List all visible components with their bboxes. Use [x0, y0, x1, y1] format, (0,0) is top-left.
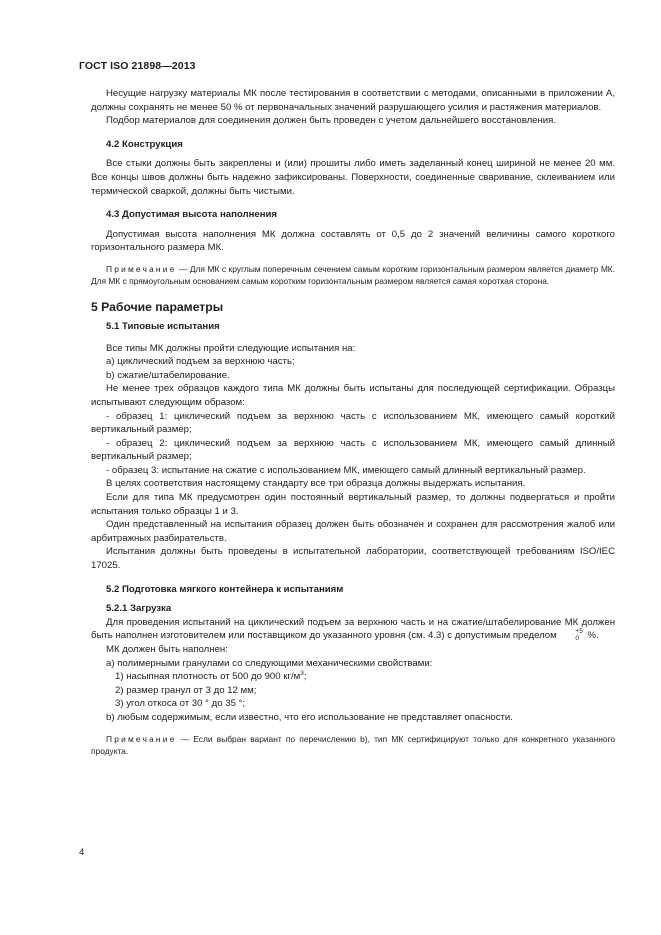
document-header: ГОСТ ISO 21898—2013: [79, 60, 196, 72]
list-item: 3) угол откоса от 30 ° до 35 °;: [115, 698, 246, 710]
paragraph-text: %.: [584, 630, 599, 642]
document-body: [91, 87, 615, 757]
paragraph: Испытания должны быть проведены в испытательной лаборатории, соответствующей требованиям ISO/IEC 17025.: [91, 546, 615, 572]
list-item: b) сжатие/штабелирование.: [106, 369, 230, 381]
list-item: - образец 1: циклический подъем за верхнюю часть с использованием МК, имеющего самый короткий вертикальный размер;: [91, 410, 615, 436]
list-item: а) полимерными гранулами со следующими механическими свойствами:: [106, 657, 433, 669]
list-item: 2) размер гранул от 3 до 12 мм;: [115, 684, 257, 696]
list-item-text: ;: [303, 671, 307, 683]
note-label: Примечание: [106, 263, 177, 274]
note-text: — Для МК с круглым поперечным сечением самым коротким горизонтальным размером является диаметр МК. Для МК с прямоугольным основанием самым коротким горизонтальным размером является самая короткая сторона.: [91, 263, 615, 286]
paragraph-text: Для проведения испытаний на циклический подъем за верхнюю часть и на сжатие/штабелирование МК должен быть наполнен изготовителем или поставщиком до указанного уровня (см. 4.3) с допустимым пределом: [91, 616, 615, 642]
paragraph: Один представленный на испытания образец должен быть обозначен и сохранен для рассмотрения жалоб или арбитражных разбирательств.: [91, 519, 615, 544]
list-item: [91, 670, 615, 684]
paragraph: Все типы МК должны пройти следующие испытания на:: [106, 342, 356, 354]
list-item-text: 1) насыпная плотность от 500 до 900 кг/м: [115, 671, 301, 683]
tolerance-lower: 0: [575, 634, 580, 642]
paragraph: Не менее трех образцов каждого типа МК должны быть испытаны для последующей сертификации. Образцы испытывают следующим образом:: [91, 383, 615, 408]
section-heading-4-2: 4.2 Конструкция: [106, 138, 183, 150]
section-heading-5-2-1: 5.2.1 Загрузка: [106, 603, 172, 615]
paragraph: [91, 616, 615, 643]
note: [91, 263, 615, 287]
paragraph: Все стыки должны быть закреплены и (или) прошиты либо иметь заделанный конец шириной не менее 20 мм. Все концы швов должны быть надежно зафиксированы. Поверхности, соединенные сваривание, склеиванием или термической сваркой, должны быть чистыми.: [91, 158, 615, 197]
list-item: - образец 3: испытание на сжатие с использованием МК, имеющего самый длинный вертикальный размер.: [106, 464, 586, 476]
list-item: b) любым содержимым, если известно, что его использование не представляет опасности.: [106, 712, 513, 723]
section-heading-4-3: 4.3 Допустимая высота наполнения: [106, 209, 278, 221]
note: [91, 733, 615, 757]
section-heading-5-2: 5.2 Подготовка мягкого контейнера к испытаниям: [106, 583, 344, 595]
paragraph: Подбор материалов для соединения должен быть проведен с учетом дальнейшего восстановления.: [106, 115, 557, 127]
page-number: 4: [79, 847, 85, 858]
superscript: 3: [300, 670, 304, 678]
tolerance: [560, 629, 582, 642]
paragraph: МК должен быть наполнен:: [106, 644, 228, 656]
paragraph: Если для типа МК предусмотрен один постоянный вертикальный размер, то должны подвергаться и пройти испытания только образцы 1 и 3.: [91, 492, 615, 517]
tolerance-upper: +5: [575, 628, 583, 636]
section-heading-5: 5 Рабочие параметры: [91, 299, 224, 314]
paragraph: Допустимая высота наполнения МК должна составлять от 0,5 до 2 значений величины самого короткого горизонтального размера МК.: [91, 228, 615, 254]
paragraph: Несущие нагрузку материалы МК после тестирования в соответствии с методами, описанными в приложении А, должны сохранять не менее 50 % от первоначальных значений разрушающего усилия и растяжения материалов.: [91, 88, 615, 113]
note-label: Примечание: [106, 733, 177, 744]
list-item: а) циклический подъем за верхнюю часть;: [106, 356, 295, 368]
paragraph: В целях соответствия настоящему стандарту все три образца должны выдержать испытания.: [106, 478, 526, 490]
list-item: - образец 2: циклический подъем за верхнюю часть с использованием МК, имеющего самый длинный вертикальный размер;: [91, 437, 615, 463]
section-heading-5-1: 5.1 Типовые испытания: [106, 320, 220, 332]
note-text: — Если выбран вариант по перечислению b), тип МК сертифицируют только для конкретного указанного продукта.: [91, 733, 615, 756]
